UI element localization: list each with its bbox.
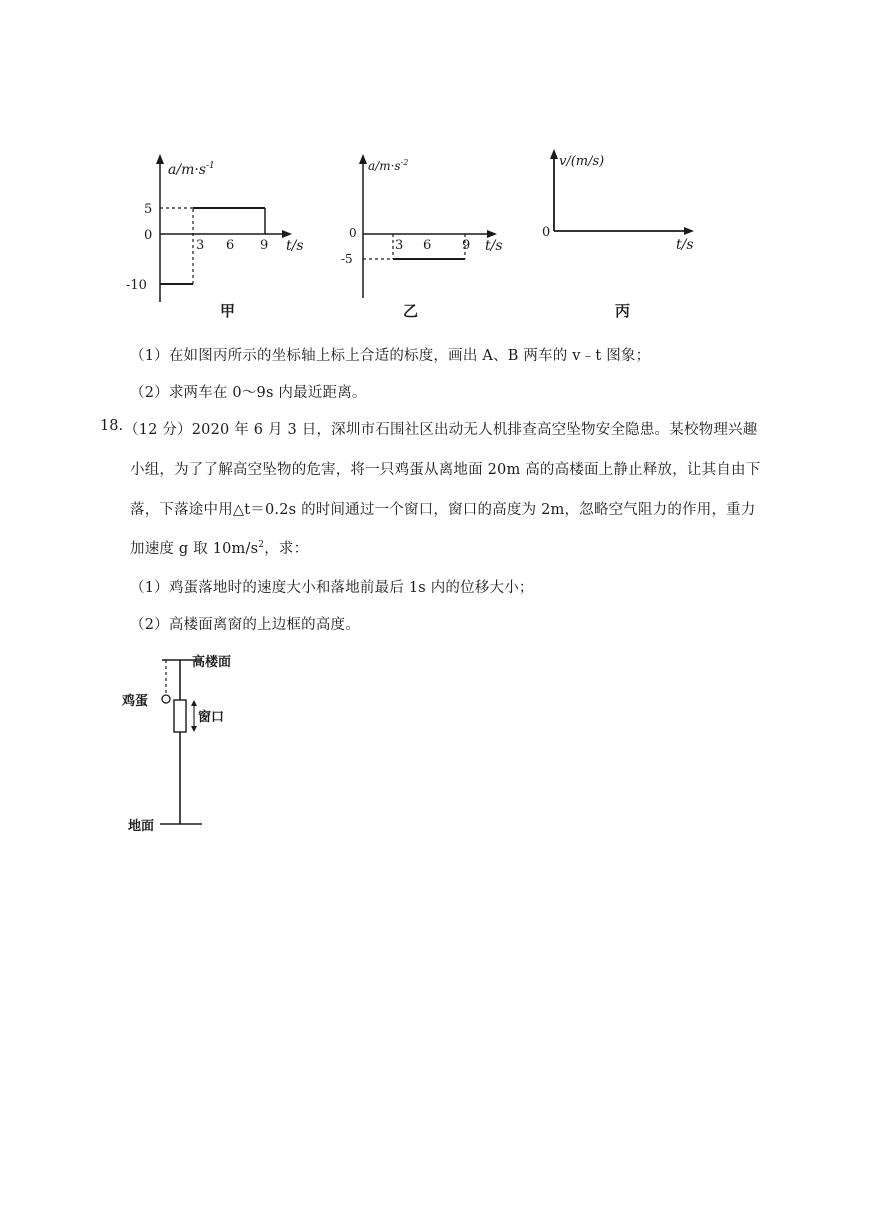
q18-line4 [130,537,308,558]
y-axis-label: v/(m/s) [559,154,605,169]
q18-sub2: （2）高楼面离窗的上边框的高度。 [130,617,360,633]
y-axis-label: $a/m\cdot s^{-1}$ [168,161,215,178]
y-axis-arrow [550,149,558,159]
y-tick-0: 0 [542,225,551,240]
y-axis-arrow [359,154,367,164]
ground-label: 地面 [128,819,155,834]
egg-label: 鸡蛋 [122,694,149,709]
x-tick-6: 6 [226,238,235,253]
y-tick-0: 0 [349,226,357,240]
x-tick-9: 9 [462,238,471,253]
q18-sub1: （1）鸡蛋落地时的速度大小和落地前最后 1s 内的位移大小； [130,580,534,596]
x-axis-label: t/s [485,238,503,254]
graph-yi [335,150,525,325]
q18-line4-sup: 2 [258,540,265,551]
x-axis-arrow [487,230,497,238]
egg-circle [162,695,170,703]
x-tick-3: 3 [196,238,205,253]
arrow-head-up [191,700,197,706]
q18-number: 18. [100,418,124,434]
graph-caption: 丙 [615,302,631,320]
roof-label: 高楼面 [192,655,232,670]
graph-caption: 乙 [403,302,419,320]
graph-caption: 甲 [220,302,236,320]
x-tick-9: 9 [260,238,269,253]
q18-line4-text: 加速度 g 取 10m/s [130,541,259,557]
x-tick-3: 3 [395,238,404,253]
q18-line2: 小组，为了了解高空坠物的危害，将一只鸡蛋从离地面 20m 高的高楼面上静止释放，让其自由下 [130,462,761,478]
x-axis-arrow [282,230,292,238]
y-axis-label: $a/m\cdot s^{-2}$ [368,158,409,173]
q17-sub1: （1）在如图丙所示的坐标轴上标上合适的标度，画出 A、B 两车的 v﹣t 图象； [130,348,651,364]
q18-line3: 落，下落途中用△t＝0.2s 的时间通过一个窗口，窗口的高度为 2m，忽略空气阻力的作用，重力 [130,502,756,518]
arrow-head-down [191,726,197,732]
y-tick-5: 5 [144,202,153,217]
x-tick-6: 6 [423,238,432,253]
q18-line4-tail: ，求： [264,541,309,557]
y-axis-arrow [156,154,164,164]
x-axis-label: t/s [676,237,694,253]
q18-line1: （12 分）2020 年 6 月 3 日，深圳市石围社区出动无人机排查高空坠物安全隐患。某校物理兴趣 [124,422,758,438]
graph-bing [530,145,710,325]
y-tick-neg10: -10 [126,278,147,293]
egg-window-figure [118,648,248,838]
x-axis-arrow [684,227,694,235]
q17-sub2: （2）求两车在 0～9s 内最近距离。 [130,385,367,401]
x-axis-label: t/s [286,238,304,254]
graph-jia [120,150,320,325]
y-tick-0: 0 [144,228,153,243]
y-tick-neg5: -5 [341,252,353,266]
window-rect [174,700,186,732]
window-label: 窗口 [198,710,225,725]
